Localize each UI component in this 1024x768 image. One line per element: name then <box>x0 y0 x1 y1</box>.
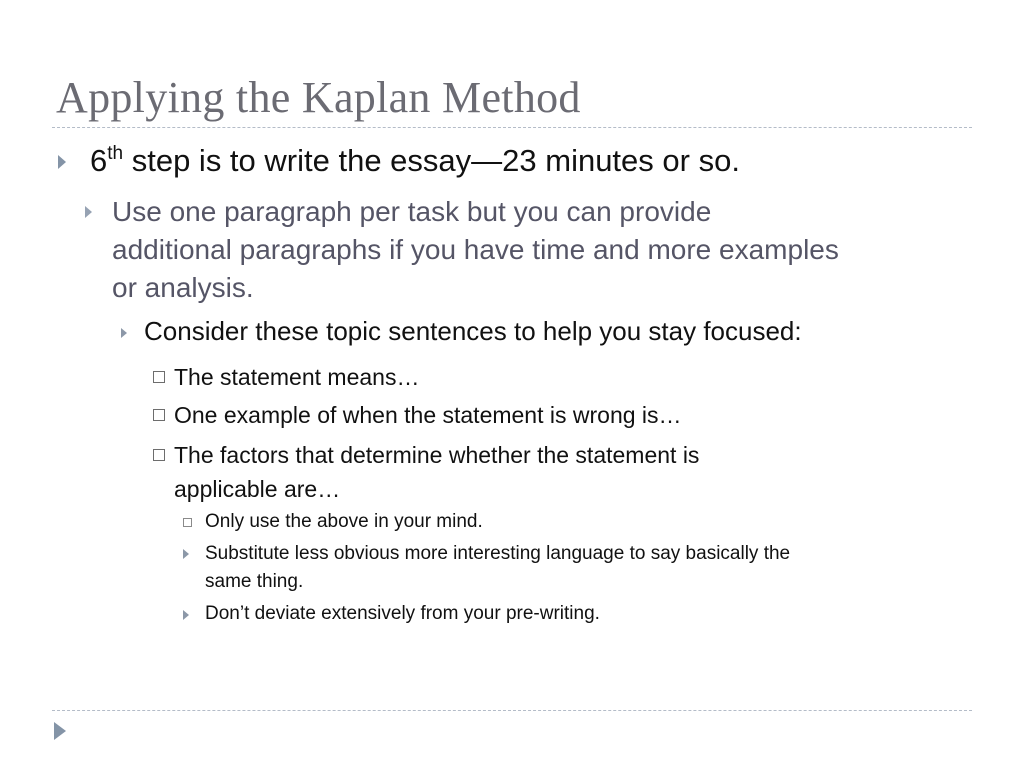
level4-item-3-line-2: applicable are… <box>174 476 341 502</box>
square-bullet-icon <box>153 409 165 421</box>
level5-item-2-line-2: same thing. <box>205 571 304 592</box>
level1-text: step is to write the essay—23 minutes or so. <box>123 143 740 178</box>
triangle-bullet-icon <box>183 610 189 620</box>
level4-item-1: The statement means… <box>174 364 420 390</box>
level1-bullet-text <box>90 143 740 179</box>
title-divider <box>52 127 972 128</box>
level4-item-3-line-1: The factors that determine whether the statement is <box>174 442 700 468</box>
footer-divider <box>52 710 972 711</box>
square-bullet-icon <box>183 518 192 527</box>
level2-line-2: additional paragraphs if you have time and more examples <box>112 234 839 265</box>
level2-line-3: or analysis. <box>112 272 254 303</box>
level5-item-2-line-1: Substitute less obvious more interesting language to say basically the <box>205 543 791 564</box>
square-bullet-icon <box>153 449 165 461</box>
triangle-bullet-icon <box>121 328 127 338</box>
level4-item-2: One example of when the statement is wrong is… <box>174 402 682 428</box>
level3-bullet-text: Consider these topic sentences to help you stay focused: <box>144 316 802 346</box>
slide-title: Applying the Kaplan Method <box>56 73 581 122</box>
level5-item-1: Only use the above in your mind. <box>205 511 483 532</box>
level1-superscript: th <box>107 143 124 164</box>
next-slide-arrow-icon[interactable] <box>54 722 66 740</box>
level1-prefix: 6 <box>90 143 108 178</box>
level5-item-3: Don’t deviate extensively from your pre-writing. <box>205 603 600 624</box>
square-bullet-icon <box>153 371 165 383</box>
triangle-bullet-icon <box>183 549 189 559</box>
triangle-bullet-icon <box>85 206 92 218</box>
level2-line-1: Use one paragraph per task but you can provide <box>112 196 712 227</box>
triangle-bullet-icon <box>58 155 66 169</box>
